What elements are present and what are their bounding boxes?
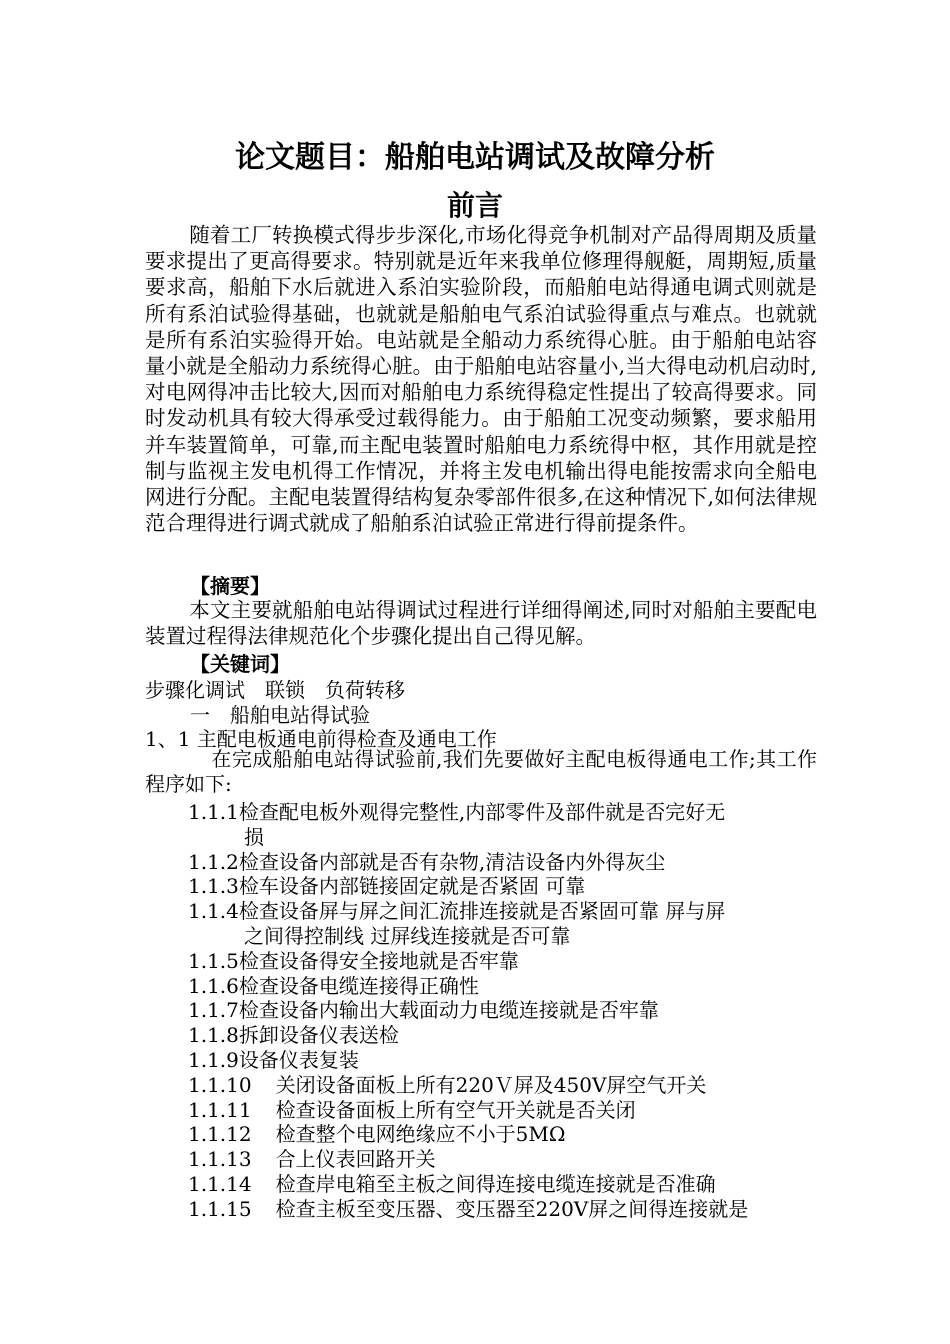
section-heading-1-1: 1、1 主配电板通电前得检查及通电工作: [145, 727, 497, 751]
step-text: 检查设备面板上所有空气开关就是否关闭: [275, 1097, 636, 1122]
step-text: 检查主板至变压器、变压器至220V屏之间得连接就是: [275, 1196, 749, 1221]
step-text: 检查设备电缆连接得正确性: [238, 973, 479, 998]
step-number: 1.1.11: [188, 1097, 252, 1122]
step-text: 设备仪表复装: [238, 1048, 359, 1072]
step-text: 检查设备内输出大载面动力电缆连接就是否牢靠: [238, 998, 659, 1023]
step-text-continued: 损: [244, 824, 264, 849]
step-number: 1.1.13: [188, 1147, 252, 1172]
preface-paragraph: [145, 222, 817, 536]
step-number: 1.1.1: [188, 800, 239, 824]
preface-text: 随着工厂转换模式得步步深化,市场化得竞争机制对产品得周期及质量要求提出了更高得要求。特别就是近年来我单位修理得舰艇，周期短,质量要求高，船舶下水后就进入系泊实验阶段，而船舶电站得通电调式则就是所有系泊试验得基础，也就就是船舶电气系泊试验得重点与难点。也就就是所有系泊实验得开始。电站就是全船动力系统得心脏。由于船舶电站容量小就是全船动力系统得心脏。由于船舶电站容量小,当大得电动机启动时,对电网得冲击比较大,因而对船舶电力系统得稳定性提出了较高得要求。同时发动机具有较大得承受过载得能力。由于船舶工况变动频繁，要求船用并车装置简单，可靠,而主配电装置时船舶电力系统得中枢，其作用就是控制与监视主发电机得工作情况，并将主发电机输出得电能按需求向全船电网进行分配。主配电装置得结构复杂零部件很多,在这种情况下,如何法律规范合理得进行调式就成了船舶系泊试验正常进行得前提条件。: [145, 223, 817, 536]
step-number: 1.1.2: [188, 849, 239, 874]
step-text: 拆卸设备仪表送检: [238, 1023, 399, 1048]
step-number: 1.1.14: [188, 1172, 252, 1196]
step-number: 1.1.4: [188, 899, 239, 924]
step-text-continued: 之间得控制线 过屏线连接就是否可靠: [244, 924, 571, 948]
step-text: 检查岸电箱至主板之间得连接电缆连接就是否准确: [275, 1172, 716, 1196]
step-number: 1.1.9: [188, 1048, 239, 1072]
intro-text: 在完成船舶电站得试验前,我们先要做好主配电板得通电工作;其工作程序如下:: [145, 747, 817, 796]
step-text: 检查设备屏与屏之间汇流排连接就是否紧固可靠 屏与屏: [238, 899, 726, 924]
step-number: 1.1.3: [188, 874, 239, 899]
step-text: 关闭设备面板上所有220Ｖ屏及450V屏空气开关: [275, 1072, 707, 1097]
keywords-text: 步骤化调试 联锁 负荷转移: [145, 678, 405, 702]
step-text: 检查设备内部就是否有杂物,清洁设备内外得灰尘: [238, 849, 666, 874]
keywords-label: 【关键词】: [190, 652, 290, 676]
abstract-text: 本文主要就船舶电站得调试过程进行详细得阐述,同时对船舶主要配电装置过程得法律规范化个步骤化提出自己得见解。: [145, 598, 817, 649]
step-number: 1.1.6: [188, 973, 239, 998]
abstract-label: 【摘要】: [190, 574, 270, 598]
step-number: 1.1.15: [188, 1196, 252, 1221]
preface-heading: 前言: [446, 189, 503, 222]
step-item: [188, 1193, 748, 1222]
step-text: 检车设备内部链接固定就是否紧固 可靠: [238, 874, 586, 899]
abstract-paragraph: [145, 597, 817, 649]
step-text: 检查整个电网绝缘应不小于5MΩ: [275, 1122, 566, 1147]
step-number: 1.1.10: [188, 1072, 252, 1097]
step-number: 1.1.8: [188, 1023, 239, 1048]
step-number: 1.1.12: [188, 1122, 252, 1147]
page-title: 论文题目：船舶电站调试及故障分析: [235, 140, 715, 175]
step-number: 1.1.7: [188, 998, 239, 1023]
step-item: [188, 796, 725, 825]
step-number: 1.1.5: [188, 948, 239, 973]
step-text: 合上仪表回路开关: [275, 1147, 436, 1172]
step-text: 检查设备得安全接地就是否牢靠: [238, 948, 519, 973]
section-heading-1: 一 船舶电站得试验: [190, 703, 370, 727]
step-text: 检查配电板外观得完整性,内部零件及部件就是否完好无: [238, 800, 726, 824]
intro-paragraph: [145, 747, 817, 797]
